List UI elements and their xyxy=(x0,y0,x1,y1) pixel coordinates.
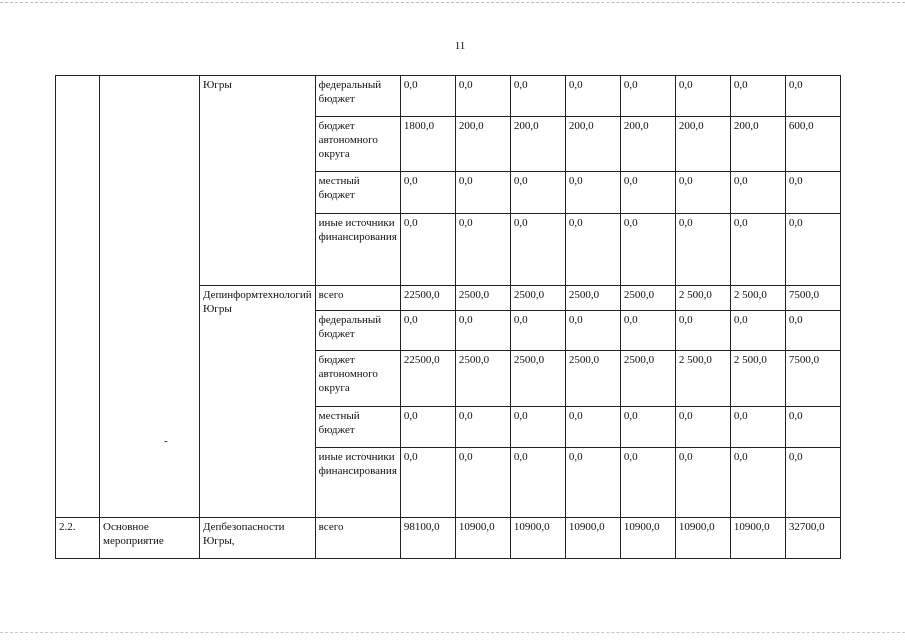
value-cell: 0,0 xyxy=(455,76,510,117)
value-cell: 0,0 xyxy=(455,311,510,351)
value-cell: 0,0 xyxy=(785,448,840,518)
value-cell: 0,0 xyxy=(400,214,455,286)
source-cell: местный бюджет xyxy=(315,172,400,214)
value-cell: 0,0 xyxy=(565,448,620,518)
value-cell: 0,0 xyxy=(565,172,620,214)
value-cell: 0,0 xyxy=(730,214,785,286)
responsible-cell: Депинформтехнологий Югры xyxy=(200,286,316,518)
value-cell: 200,0 xyxy=(455,117,510,172)
value-cell: 0,0 xyxy=(400,407,455,448)
value-cell: 0,0 xyxy=(785,407,840,448)
value-cell: 600,0 xyxy=(785,117,840,172)
value-cell: 2500,0 xyxy=(620,286,675,311)
value-cell: 10900,0 xyxy=(675,518,730,559)
table-row xyxy=(56,518,841,559)
value-cell: 2500,0 xyxy=(455,351,510,407)
value-cell: 0,0 xyxy=(510,76,565,117)
value-cell: 0,0 xyxy=(675,448,730,518)
value-cell: 22500,0 xyxy=(400,351,455,407)
value-cell: 0,0 xyxy=(675,76,730,117)
value-cell: 0,0 xyxy=(510,214,565,286)
value-cell: 0,0 xyxy=(400,172,455,214)
value-cell: 0,0 xyxy=(675,311,730,351)
value-cell: 0,0 xyxy=(510,172,565,214)
value-cell: 0,0 xyxy=(730,448,785,518)
value-cell: 0,0 xyxy=(785,311,840,351)
source-cell: федеральный бюджет xyxy=(315,311,400,351)
value-cell: 0,0 xyxy=(620,407,675,448)
value-cell: 22500,0 xyxy=(400,286,455,311)
value-cell: 200,0 xyxy=(730,117,785,172)
value-cell: 0,0 xyxy=(620,311,675,351)
value-cell: 0,0 xyxy=(510,407,565,448)
value-cell: 0,0 xyxy=(455,407,510,448)
value-cell: 2 500,0 xyxy=(730,351,785,407)
source-cell: федеральный бюджет xyxy=(315,76,400,117)
responsible-cell: Депбезопасности Югры, xyxy=(200,518,316,559)
value-cell: 2 500,0 xyxy=(675,351,730,407)
source-cell: всего xyxy=(315,286,400,311)
value-cell: 200,0 xyxy=(510,117,565,172)
value-cell: 0,0 xyxy=(785,76,840,117)
row-number-cell: 2.2. xyxy=(56,518,100,559)
value-cell: 2 500,0 xyxy=(675,286,730,311)
value-cell: 0,0 xyxy=(565,214,620,286)
value-cell: 0,0 xyxy=(620,214,675,286)
value-cell: 200,0 xyxy=(565,117,620,172)
value-cell: 0,0 xyxy=(675,214,730,286)
value-cell: 1800,0 xyxy=(400,117,455,172)
source-cell: бюджет автономного округа xyxy=(315,117,400,172)
value-cell: 0,0 xyxy=(400,448,455,518)
value-cell: 0,0 xyxy=(510,311,565,351)
responsible-cell: Югры xyxy=(200,76,316,286)
budget-table xyxy=(55,75,841,559)
value-cell: 0,0 xyxy=(675,172,730,214)
activity-name-cell xyxy=(100,76,200,518)
value-cell: 0,0 xyxy=(730,311,785,351)
value-cell: 0,0 xyxy=(400,311,455,351)
value-cell: 0,0 xyxy=(730,172,785,214)
value-cell: 2500,0 xyxy=(565,286,620,311)
source-cell: иные источники финансирования xyxy=(315,448,400,518)
table-row xyxy=(56,76,841,117)
value-cell: 10900,0 xyxy=(510,518,565,559)
value-cell: 0,0 xyxy=(455,214,510,286)
value-cell: 2500,0 xyxy=(510,286,565,311)
value-cell: 10900,0 xyxy=(730,518,785,559)
value-cell: 0,0 xyxy=(620,76,675,117)
value-cell: 0,0 xyxy=(455,448,510,518)
value-cell: 0,0 xyxy=(510,448,565,518)
value-cell: 200,0 xyxy=(675,117,730,172)
value-cell: 32700,0 xyxy=(785,518,840,559)
value-cell: 10900,0 xyxy=(455,518,510,559)
value-cell: 10900,0 xyxy=(565,518,620,559)
value-cell: 2500,0 xyxy=(620,351,675,407)
value-cell: 0,0 xyxy=(565,76,620,117)
source-cell: иные источники финансирования xyxy=(315,214,400,286)
value-cell: 2 500,0 xyxy=(730,286,785,311)
scan-edge-top xyxy=(0,2,905,3)
activity-name-cell: Основное мероприятие xyxy=(100,518,200,559)
value-cell: 2500,0 xyxy=(565,351,620,407)
value-cell: 7500,0 xyxy=(785,351,840,407)
value-cell: 0,0 xyxy=(400,76,455,117)
value-cell: 0,0 xyxy=(785,214,840,286)
value-cell: 0,0 xyxy=(455,172,510,214)
value-cell: 0,0 xyxy=(675,407,730,448)
value-cell: 0,0 xyxy=(730,407,785,448)
page-number: 11 xyxy=(454,40,466,52)
value-cell: 0,0 xyxy=(730,76,785,117)
value-cell: 10900,0 xyxy=(620,518,675,559)
scan-edge-bottom xyxy=(0,632,905,633)
row-number-cell xyxy=(56,76,100,518)
value-cell: 98100,0 xyxy=(400,518,455,559)
value-cell: 2500,0 xyxy=(510,351,565,407)
value-cell: 2500,0 xyxy=(455,286,510,311)
source-cell: всего xyxy=(315,518,400,559)
source-cell: бюджет автономного округа xyxy=(315,351,400,407)
value-cell: 0,0 xyxy=(785,172,840,214)
source-cell: местный бюджет xyxy=(315,407,400,448)
value-cell: 7500,0 xyxy=(785,286,840,311)
value-cell: 200,0 xyxy=(620,117,675,172)
value-cell: 0,0 xyxy=(565,407,620,448)
value-cell: 0,0 xyxy=(565,311,620,351)
value-cell: 0,0 xyxy=(620,172,675,214)
value-cell: 0,0 xyxy=(620,448,675,518)
stray-dash-mark: - xyxy=(164,435,168,447)
